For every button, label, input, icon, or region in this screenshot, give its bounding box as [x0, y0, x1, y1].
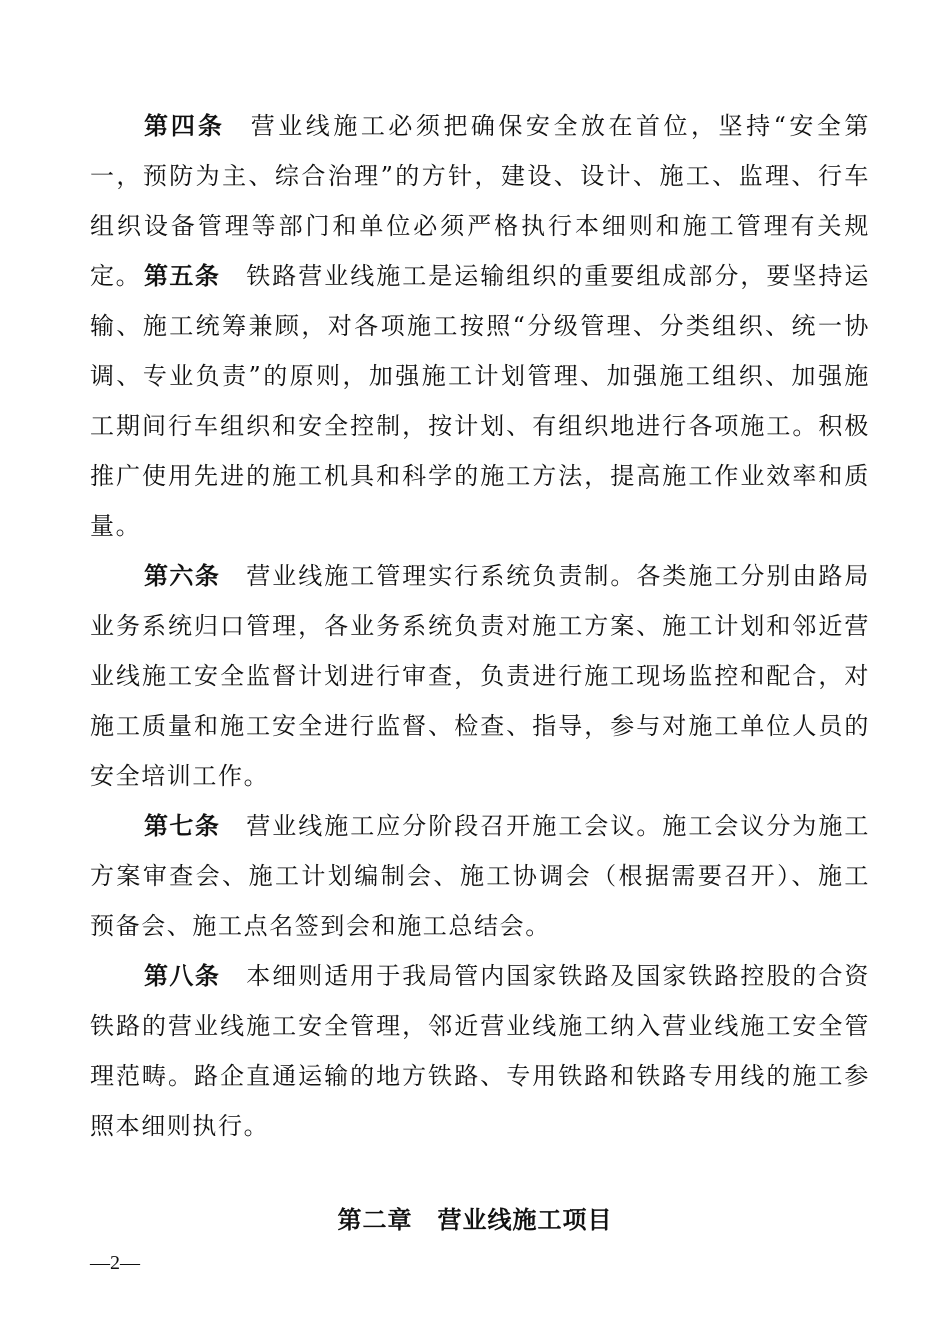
article-title: 第六条: [144, 562, 221, 590]
article-title: 第五条: [144, 262, 221, 290]
article-title: 第七条: [144, 812, 221, 840]
article-body: 营业线施工必须把确保安全放在首位，坚持“安全第一，预防为主、综合治理”的方针，建设、设计、施工、监理、行车组织设备管理等部门和单位必须严格执行本细则和施工管理有关规定。: [90, 112, 871, 290]
article-6: [90, 551, 870, 801]
article-body: 营业线施工管理实行系统负责制。各类施工分别由路局业务系统归口管理，各业务系统负责对施工方案、施工计划和邻近营业线施工安全监督计划进行审查，负责进行施工现场监控和配合，对施工质量和施工安全进行监督、检查、指导，参与对施工单位人员的安全培训工作。: [90, 562, 871, 790]
article-body: 铁路营业线施工是运输组织的重要组成部分，要坚持运输、施工统筹兼顾，对各项施工按照“分级管理、分类组织、统一协调、专业负责”的原则，加强施工计划管理、加强施工组织、加强施工期间行车组织和安全控制，按计划、有组织地进行各项施工。积极推广使用先进的施工机具和科学的施工方法，提高施工作业效率和质量。: [90, 262, 871, 540]
article-5: [90, 251, 870, 551]
article-7: [90, 801, 870, 951]
article-title: 第四条: [144, 112, 225, 140]
article-body: 营业线施工应分阶段召开施工会议。施工会议分为施工方案审查会、施工计划编制会、施工协调会（根据需要召开）、施工预备会、施工点名签到会和施工总结会。: [90, 812, 871, 940]
article-8: [90, 951, 870, 1151]
chapter-title: 第二章 营业线施工项目: [337, 1206, 613, 1234]
page-number: —2—: [90, 1252, 140, 1274]
article-title: 第八条: [144, 962, 221, 990]
article-body: 本细则适用于我局管内国家铁路及国家铁路控股的合资铁路的营业线施工安全管理，邻近营业线施工纳入营业线施工安全管理范畴。路企直通运输的地方铁路、专用铁路和铁路专用线的施工参照本细则执行。: [90, 962, 871, 1140]
